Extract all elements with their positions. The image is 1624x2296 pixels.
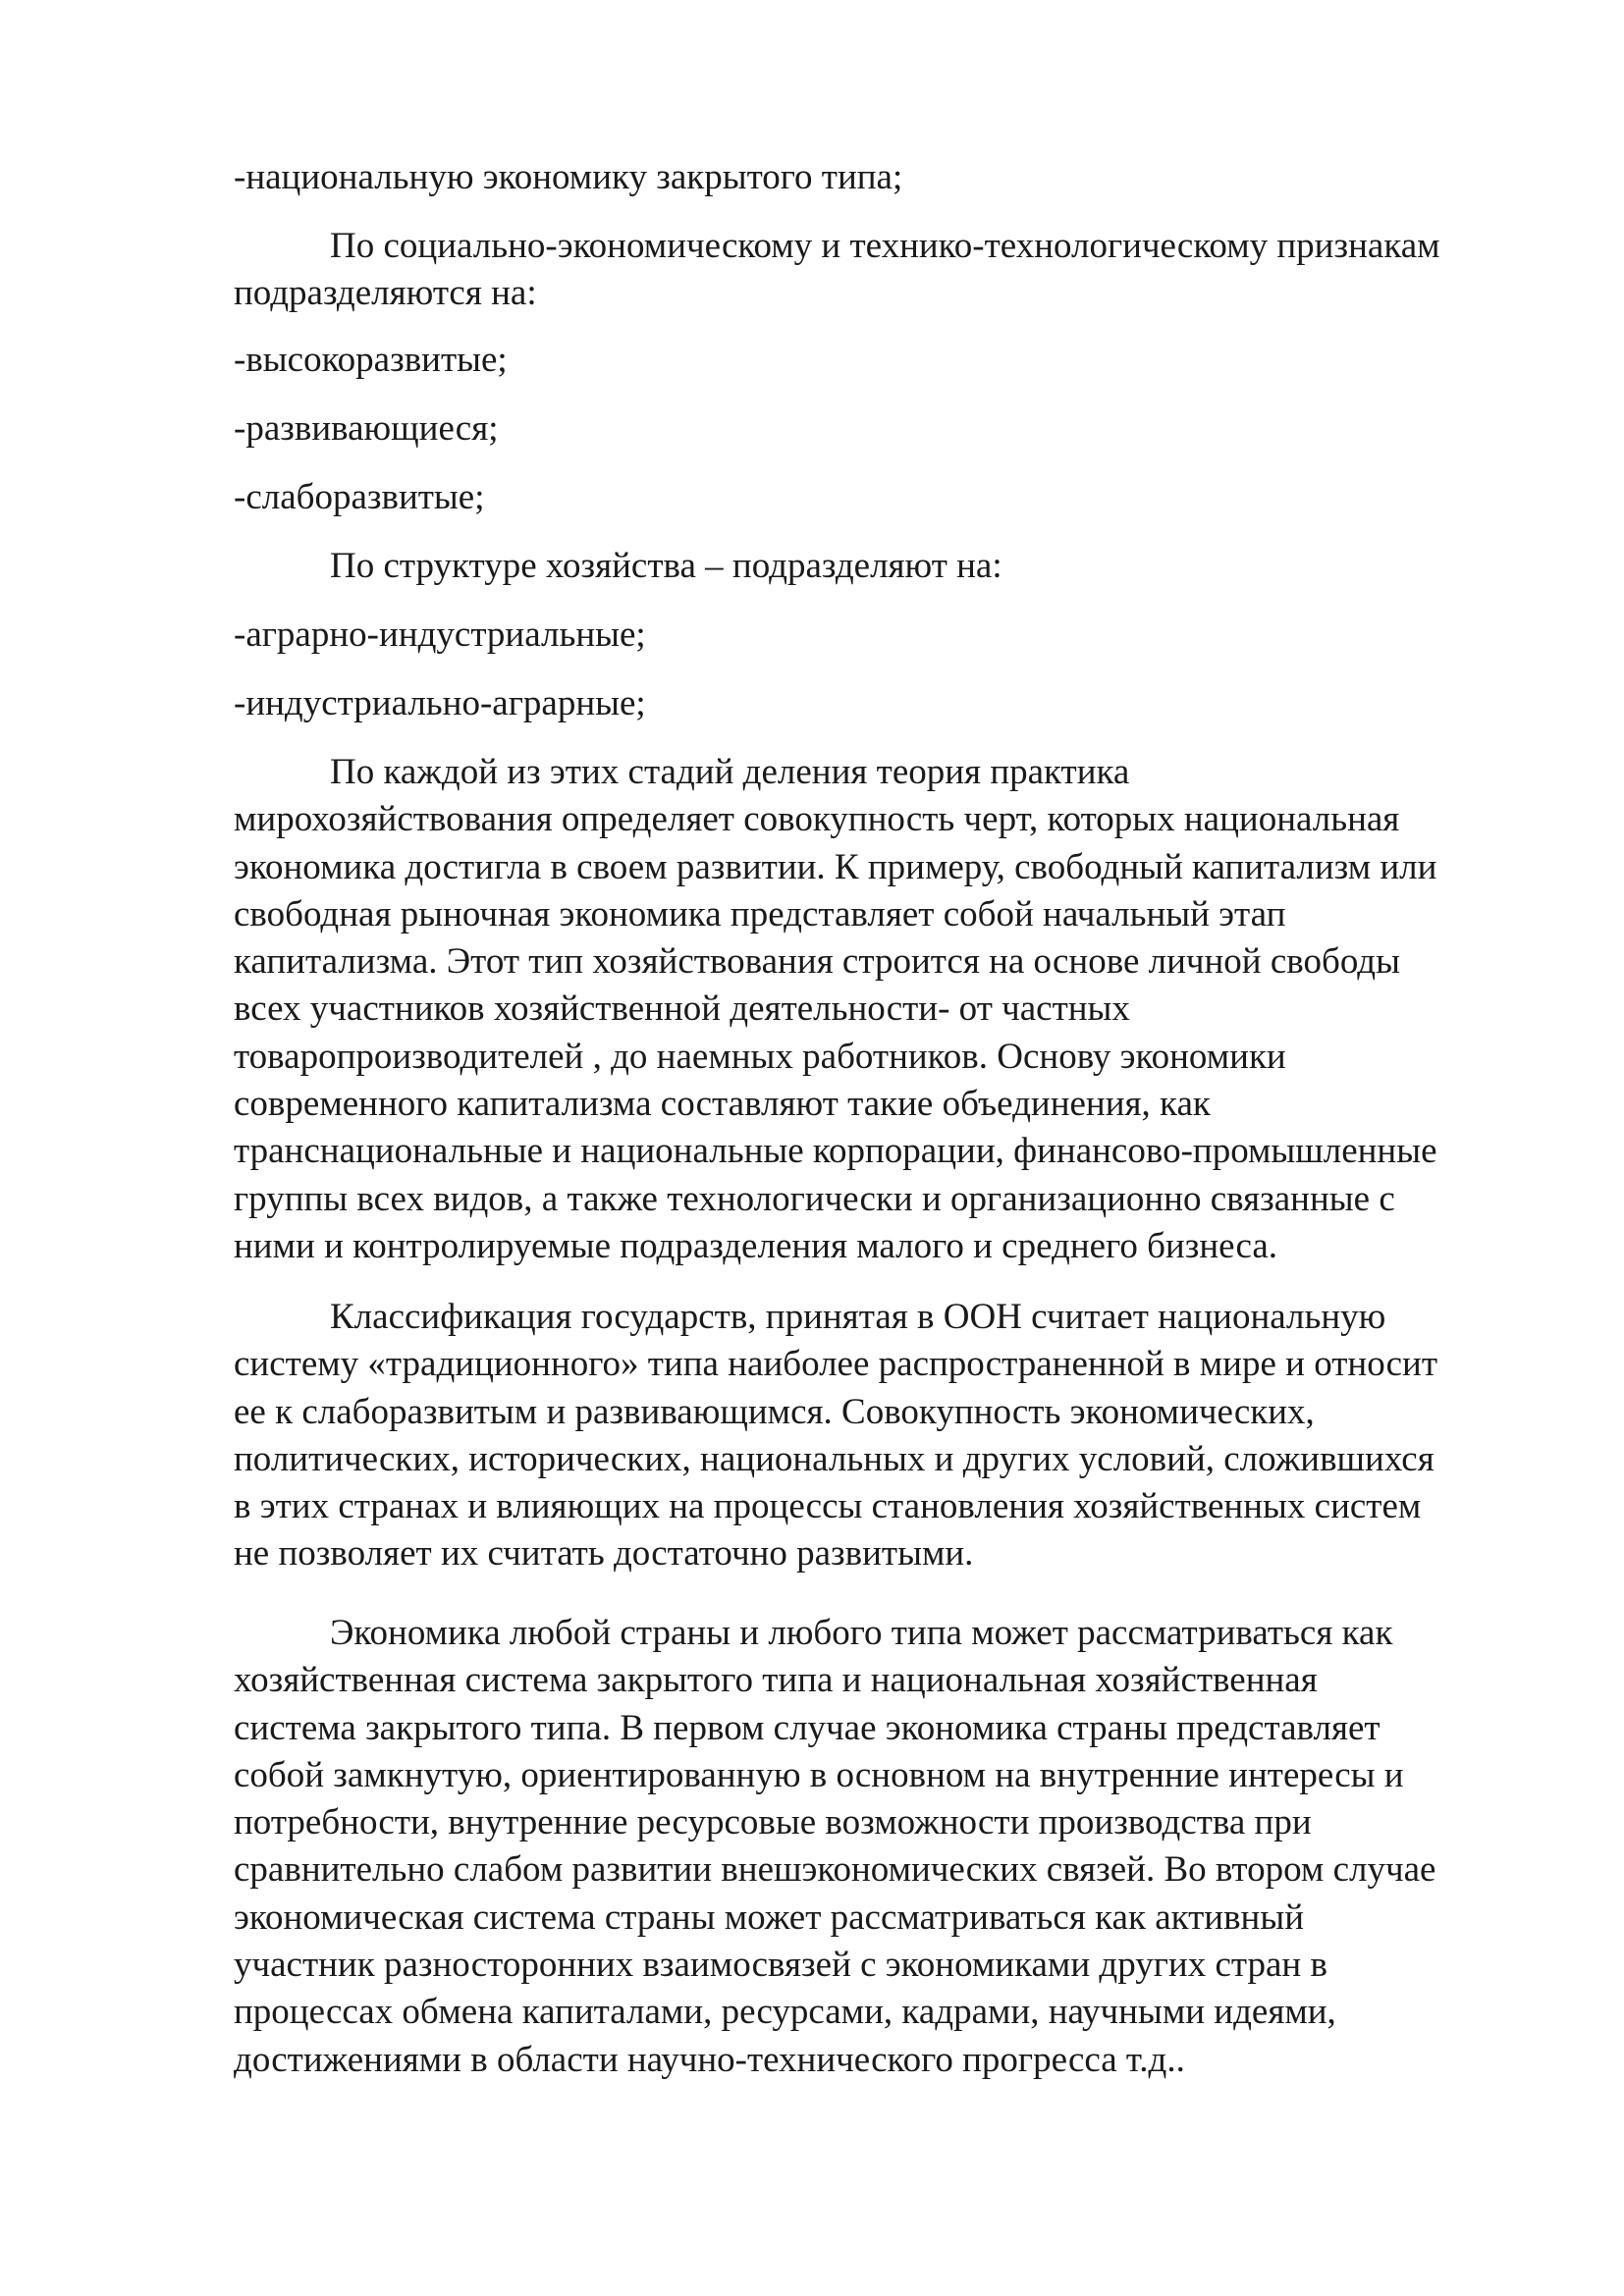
text-line: -высокоразвитые; [234,340,508,380]
text-line: Экономика любой страны и любого типа может рассматриваться как [330,1613,1393,1653]
text-line: капитализма. Этот тип хозяйствования строится на основе личной свободы [234,941,1400,983]
text-line: По структуре хозяйства – подразделяют на: [330,546,1002,586]
list-item-underdeveloped [234,474,1530,521]
text-line: ними и контролируемые подразделения малого и среднего бизнеса. [234,1225,1278,1266]
text-line: -слаборазвитые; [234,477,485,517]
text-line: потребности, внутренние ресурсовые возможности производства при [234,1802,1312,1843]
text-line: подразделяются на: [234,273,537,314]
text-line: По социально-экономическому и технико-технологическому признакам [330,226,1440,266]
text-line: в этих странах и влияющих на процессы становления хозяйственных систем [234,1486,1422,1527]
text-line: ее к слаборазвитым и развивающимся. Совокупность экономических, [234,1391,1315,1432]
list-item-highly-developed [234,337,1530,384]
text-line: экономическая система страны может рассматриваться как активный [234,1896,1305,1938]
text-line: -индустриально-аграрные; [234,683,646,723]
text-line: система закрытого типа. В первом случае экономика страны представляет [234,1707,1380,1748]
text-line: собой замкнутую, ориентированную в основном на внутренние интересы и [234,1754,1404,1795]
text-line: -аграрно-индустриальные; [234,614,646,655]
text-line: По каждой из этих стадий деления теория практика [330,752,1130,792]
text-line: транснациональные и национальные корпорации, финансово-промышленные [234,1131,1437,1172]
text-line: -развивающиеся; [234,408,499,449]
paragraph-structure [234,543,1530,590]
list-item-industrial-agrarian [234,680,1530,727]
text-line: достижениями в области научно-технического прогресса т.д.. [234,2039,1185,2080]
paragraph-un-classification [234,1294,1530,1578]
text-line: товаропроизводителей , до наемных работников. Основу экономики [234,1036,1286,1077]
text-line: современного капитализма составляют такие объединения, как [234,1084,1211,1125]
text-line: -национальную экономику закрытого типа; [234,157,903,197]
text-line: мирохозяйствования определяет совокупность черт, которых национальная [234,799,1400,840]
paragraph-economy-types [234,1610,1530,2084]
text-line: процессах обмена капиталами, ресурсами, кадрами, научными идеями, [234,1992,1336,2033]
text-line: всех участников хозяйственной деятельности- от частных [234,988,1130,1030]
paragraph-stages [234,749,1530,1270]
text-line: не позволяет их считать достаточно развитыми. [234,1533,974,1575]
text-line: группы всех видов, а также технологически и организационно связанные с [234,1178,1395,1219]
list-item-agrarian-industrial [234,612,1530,659]
text-line: участник разносторонних взаимосвязей с экономиками других стран в [234,1945,1327,1986]
text-line: систему «традиционного» типа наиболее распространенной в мире и относит [234,1344,1438,1385]
list-item-closed-economy [234,154,1530,201]
text-line: свободная рыночная экономика представляет собой начальный этап [234,893,1286,934]
text-line: хозяйственная система закрытого типа и национальная хозяйственная [234,1660,1318,1701]
paragraph-socio-economic [234,223,1530,318]
text-line: экономика достигла в своем развитии. К примеру, свободный капитализм или [234,846,1437,887]
text-line: Классификация государств, принятая в ООН считает национальную [330,1297,1386,1337]
list-item-developing [234,405,1530,453]
text-line: сравнительно слабом развитии внешэкономических связей. Во втором случае [234,1849,1436,1891]
text-line: политических, исторических, национальных и других условий, сложившихся [234,1438,1435,1479]
